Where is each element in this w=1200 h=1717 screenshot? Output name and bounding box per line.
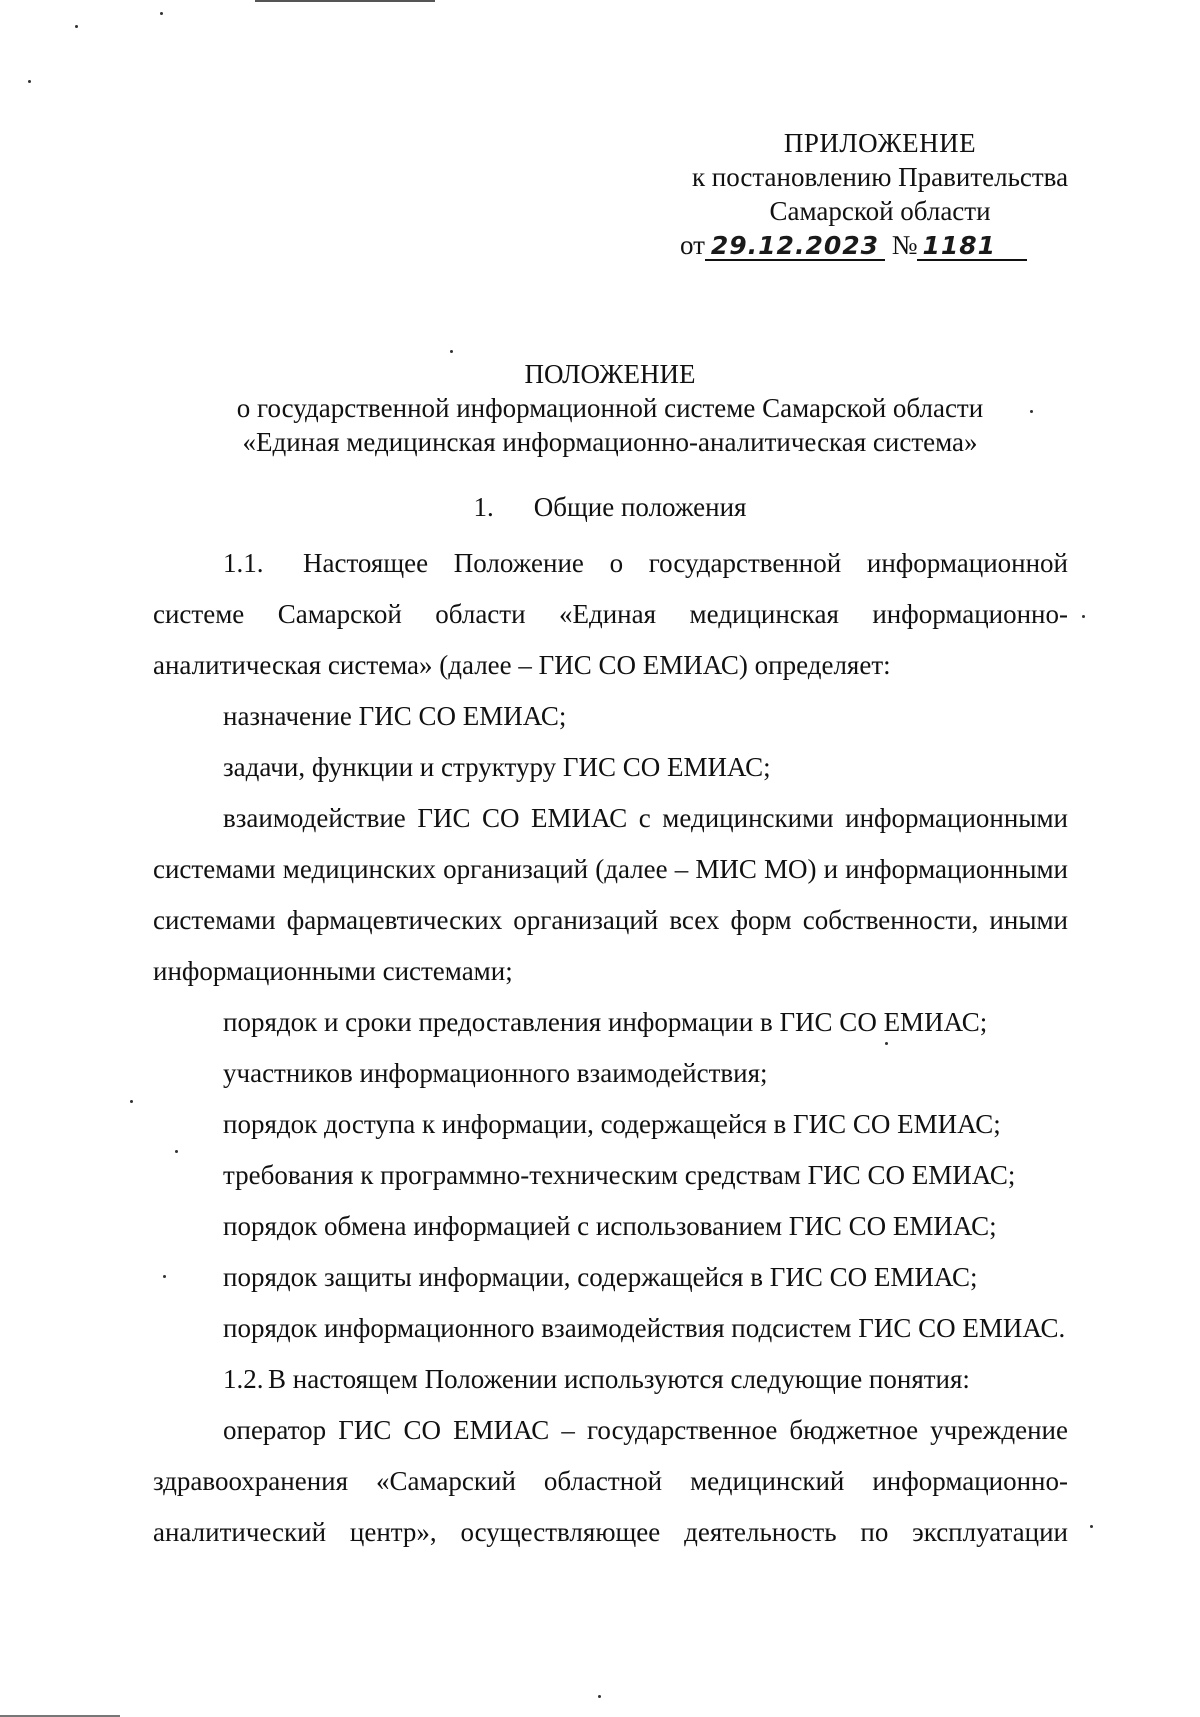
appendix-line: к постановлению Правительства xyxy=(691,162,1069,192)
clause-text: В настоящем Положении используются следующие понятия: xyxy=(268,1364,970,1394)
definition-paragraph: оператор ГИС СО ЕМИАС – государственное бюджетное учреждение здравоохранения «Самарский областной медицинский информационно-аналитический центр», осуществляющее деятельность по эксплуатации xyxy=(153,1415,1068,1547)
scan-speck xyxy=(130,1100,133,1103)
clause-paragraph xyxy=(153,538,1068,691)
list-item: порядок доступа к информации, содержащейся в ГИС СО ЕМИАС; xyxy=(223,1109,1001,1139)
list-item: требования к программно-техническим средствам ГИС СО ЕМИАС; xyxy=(223,1160,1016,1190)
document-body xyxy=(153,538,1068,1558)
appendix-title: ПРИЛОЖЕНИЕ xyxy=(783,128,977,158)
number-prefix: № xyxy=(891,230,918,260)
handwritten-number: 1181 xyxy=(917,233,1027,261)
list-item: назначение ГИС СО ЕМИАС; xyxy=(223,701,567,731)
scan-speck xyxy=(450,350,453,353)
list-item: порядок и сроки предоставления информации в ГИС СО ЕМИАС; xyxy=(223,1007,988,1037)
list-item: порядок информационного взаимодействия подсистем ГИС СО ЕМИАС. xyxy=(223,1313,1066,1343)
handwritten-date: 29.12.2023 xyxy=(705,233,885,261)
list-item: задачи, функции и структуру ГИС СО ЕМИАС; xyxy=(223,752,771,782)
scan-edge-line xyxy=(255,0,435,2)
appendix-date-line xyxy=(660,228,1100,262)
scan-speck xyxy=(160,12,163,15)
list-item: участников информационного взаимодействия; xyxy=(223,1058,768,1088)
list-item: взаимодействие ГИС СО ЕМИАС с медицинскими информационными системами медицинских организаций (далее – МИС МО) и информационными системами фармацевтических организаций всех форм собственности, иными информационными системами; xyxy=(153,803,1068,986)
scan-speck xyxy=(598,1695,601,1698)
clause-text: Настоящее Положение о государственной информационной системе Самарской области «Единая медицинская информационно-аналитическая система» (далее – ГИС СО ЕМИАС) определяет: xyxy=(153,548,1068,680)
scan-speck xyxy=(1082,615,1085,618)
appendix-header xyxy=(660,126,1100,262)
list-item: порядок защиты информации, содержащейся в ГИС СО ЕМИАС; xyxy=(223,1262,978,1292)
date-prefix: от xyxy=(680,230,705,260)
scan-speck xyxy=(1090,1525,1093,1528)
scan-speck xyxy=(28,80,31,83)
clause-number: 1.2. xyxy=(223,1364,264,1394)
document-subtitle: «Единая медицинская информационно-аналитическая система» xyxy=(242,427,978,457)
section-number: 1. xyxy=(473,492,494,522)
document-title: ПОЛОЖЕНИЕ xyxy=(524,359,696,389)
list-item: порядок обмена информацией с использованием ГИС СО ЕМИАС; xyxy=(223,1211,997,1241)
appendix-line: Самарской области xyxy=(769,196,991,226)
section-heading xyxy=(150,490,1070,524)
document-title-block xyxy=(150,357,1070,459)
document-subtitle: о государственной информационной системе Самарской области xyxy=(236,393,984,423)
section-title: Общие положения xyxy=(533,492,747,522)
scan-speck xyxy=(75,25,78,28)
clause-paragraph xyxy=(153,1354,1068,1405)
clause-number: 1.1. xyxy=(223,548,264,578)
